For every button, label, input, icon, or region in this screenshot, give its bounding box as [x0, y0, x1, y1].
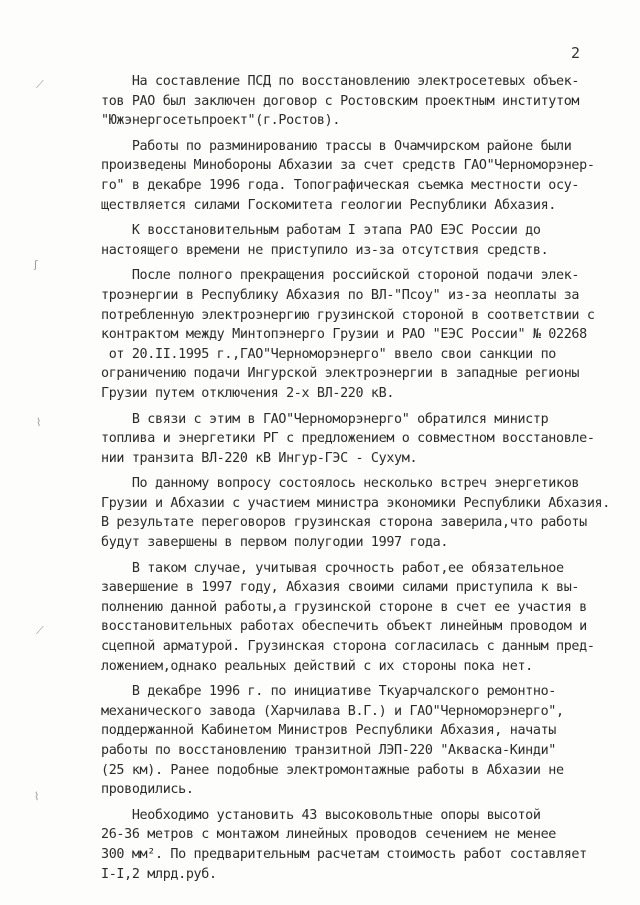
text-line: К восстановительным работам I этапа РАО ЕЭС России до — [101, 223, 541, 239]
text-line: поддержанной Кабинетом Министров Республики Абхазия, начаты — [101, 723, 556, 739]
text-line: троэнергии в Республику Абхазия по ВЛ-"Псоу" из-за неоплаты за — [101, 287, 580, 303]
text-line: 26-36 метров с монтажом линейных проводов сечением не менее — [101, 827, 556, 843]
paragraph — [101, 72, 640, 131]
text-line: ограничению подачи Ингурской электроэнергии в западные регионы — [101, 366, 580, 382]
text-line: работы по восстановлению транзитной ЛЭП-220 "Акваска-Кинди" — [101, 743, 556, 758]
text-line: полнению данной работы,а грузинской стороне в счет ее участия в — [101, 599, 587, 615]
paragraph — [101, 266, 640, 403]
text-line: "Южэнергосетьпроект"(г.Ростов). — [101, 113, 341, 129]
text-line: го" в декабре 1996 года. Топографическая съемка местности осу- — [101, 177, 580, 193]
text-line: восстановительных работах обеспечить объект линейным проводом и — [101, 619, 587, 635]
paragraph — [101, 474, 640, 552]
page-number: 2 — [571, 44, 581, 62]
text-line: сцепной арматурой. Грузинская сторона согласилась с данным пред- — [101, 639, 595, 655]
text-line: топлива и энергетики РГ с предложением о совместном восстановле- — [101, 431, 595, 447]
text-line: На составление ПСД по восстановлению электросетевых объек- — [101, 74, 580, 89]
text-line: В декабре 1996 г. по инициативе Ткуарчалского ремонтно- — [101, 684, 556, 700]
text-line: 300 мм². По предварительным расчетам стоимость работ составляет — [101, 846, 587, 862]
margin-pencil-mark: ʃ — [34, 258, 38, 271]
text-line: ложением,однако реальных действий с их стороны пока нет. — [101, 658, 533, 674]
margin-pencil-mark: ⟋ — [36, 78, 44, 91]
text-line: настоящего времени не приступило из-за отсутствия средств. — [101, 242, 549, 258]
text-line: нии транзита ВЛ-220 кВ Ингур-ГЭС - Сухум. — [101, 450, 418, 466]
text-line: Грузии и Абхазии с участием министра экономики Республики Абхазия. — [101, 495, 610, 511]
text-line: ществляется силами Госкомитета геологии Республики Абхазия. — [101, 197, 556, 213]
document-body — [101, 72, 640, 884]
text-line: механического завода (Харчилава В.Г.) и ГАО"Черноморэнерго", — [101, 703, 564, 719]
paragraph — [101, 559, 640, 677]
text-line: от 20.II.1995 г.,ГАО"Черноморэнерго" ввело свои санкции по — [101, 346, 556, 362]
text-line: I-I,2 млрд.руб. — [101, 866, 217, 882]
margin-pencil-mark: ⌇ — [36, 416, 42, 429]
text-line: В результате переговоров грузинская сторона заверила,что работы — [101, 515, 587, 531]
paragraph — [101, 410, 640, 469]
text-line: контрактом между Минтопэнерго Грузии и РАО "ЕЭС России" № 02268 — [101, 327, 587, 343]
text-line: произведены Минобороны Абхазии за счет средств ГАО"Черноморэнер- — [101, 158, 595, 174]
text-line: По данному вопросу состоялось несколько встреч энергетиков — [101, 476, 580, 492]
paragraph — [101, 682, 640, 800]
text-line: потребленную электроэнергию грузинской стороной в соответствии с — [101, 307, 595, 323]
text-line: Работы по разминированию трассы в Очамчирском районе были — [101, 138, 572, 154]
text-line: В связи с этим в ГАО"Черноморэнерго" обратился министр — [101, 411, 549, 427]
text-line: В таком случае, учитывая срочность работ,ее обязательное — [101, 560, 564, 576]
text-line: будут завершены в первом полугодии 1997 года. — [101, 535, 449, 551]
text-line: проводились. — [101, 782, 194, 798]
paragraph — [101, 137, 640, 215]
text-line: завершение в 1997 году, Абхазия своими силами приступила к вы- — [101, 580, 580, 596]
paragraph — [101, 221, 640, 260]
text-line: (25 км). Ранее подобные электромонтажные работы в Абхазии не — [101, 762, 564, 778]
text-line: тов РАО был заключен договор с Ростовским проектным институтом — [101, 93, 580, 109]
text-line: После полного прекращения российской стороной подачи элек- — [101, 268, 580, 284]
text-line: Грузии путем отключения 2-х ВЛ-220 кВ. — [101, 385, 395, 401]
text-line: Необходимо установить 43 высоковольтные опоры высотой — [101, 807, 541, 823]
margin-pencil-mark: ⌇ — [34, 790, 40, 803]
paragraph — [101, 806, 640, 884]
margin-pencil-mark: ⟋ — [36, 624, 44, 637]
